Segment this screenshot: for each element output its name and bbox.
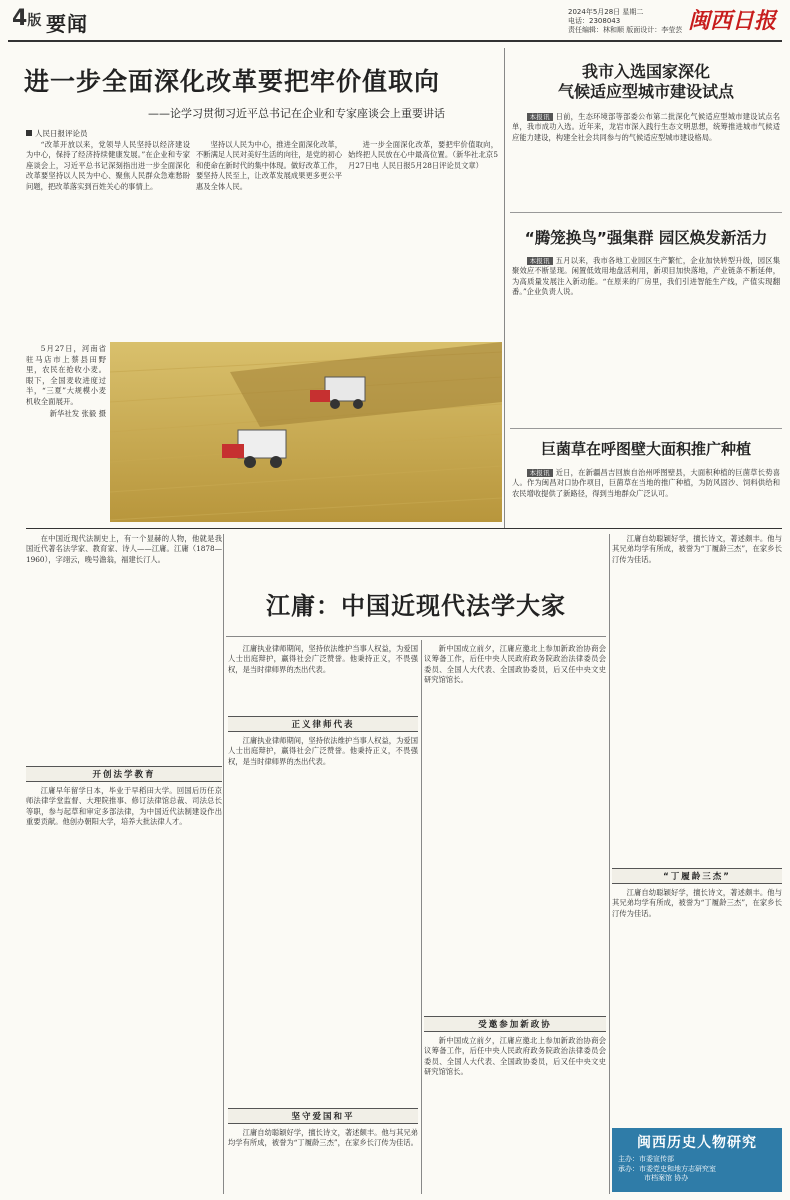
photo-credit: 新华社发 张毅 摄 [49,409,106,418]
feature-col-2a: 江庸执业律师期间，坚持依法维护当事人权益，为爱国人士出庭辩护，赢得社会广泛赞誉。他秉持正义，不畏强权，是当时律师界的杰出代表。 [228,644,418,674]
harvest-photo [110,342,502,522]
column-box-host: 主办：市委宣传部 [618,1155,674,1163]
juncao-title: 巨菌草在呼图壁大面积推广种植 [540,440,751,458]
tenglong-body: 本报讯 五月以来，我市各地工业园区生产繁忙，企业加快转型升级，园区集聚效应不断显现。闲置低效用地盘活利用，新项目加快落地，产业链条不断延伸，为高质量发展注入新动能。“在原来的厂房里，我们引进智能生产线，产值实现翻番。”企业负责人说。 [512,256,780,297]
feature-sub3: 受邀参加新政协 [424,1016,606,1032]
column-box-undertake: 承办：市委党史和地方志研究室 [618,1164,716,1173]
feature-col-2c: 江庸自幼聪颖好学，擅长诗文，著述颇丰。他与其兄弟均学有所成，被誉为“丁履龄三杰”，在家乡长汀传为佳话。 [228,1128,418,1148]
feature-sub4: 坚守爱国和平 [228,1108,418,1124]
column-box-coop: 市档案馆 协办 [644,1174,689,1182]
feature-col-2b: 江庸执业律师期间，坚持依法维护当事人权益，为爱国人士出庭辩护，赢得社会广泛赞誉。他秉持正义，不畏强权，是当时律师界的杰出代表。 [228,736,418,766]
climate-title: 我市入选国家深化 气候适应型城市建设试点 [557,62,734,101]
climate-tag: 本报讯 [527,113,553,121]
lead-col-3: 进一步全面深化改革，要把牢价值取向，始终把人民放在心中最高位置。（新华社北京5月27日电 人民日报5月28日评论员文章） [348,140,498,170]
feature-sub6: “丁履龄三杰” [612,868,782,884]
lead-byline: 人民日报评论员 [26,128,88,139]
phone: 电话：2308043 [568,17,621,25]
juncao-tag: 本报讯 [527,469,553,477]
feature-col-1: 江庸早年留学日本，毕业于早稻田大学。回国后历任京师法律学堂监督、大理院推事、修订法律馆总裁、司法总长等职，参与起草和审定多部法律，为中国近代法制建设作出重要贡献。他创办朝阳大学，培养大批法律人才。 [26,786,222,827]
feature-col-3a: 新中国成立前夕，江庸应邀北上参加新政治协商会议筹备工作，后任中央人民政府政务院政治法律委员会委员、全国人大代表、全国政协委员，后又任中央文史研究馆馆长。 [424,644,606,685]
lead-col-2: 坚持以人民为中心，推进全面深化改革，不断满足人民对美好生活的向往，是党的初心和使命在新时代的集中体现。做好改革工作，要坚持人民至上，让改革发展成果更多更公平惠及全体人民。 [196,140,342,191]
lead-subtitle: ——论学习贯彻习近平总书记在企业和专家座谈会上重要讲话 [148,107,445,120]
climate-body: 本报讯 日前，生态环境部等部委公布第二批深化气候适应型城市建设试点名单，我市成功入选。近年来，龙岩市深入践行生态文明思想，统筹推进城市气候适应能力建设，构建全社会共同参与的气候适应型城市建设格局。 [512,112,780,142]
feature-col-3b: 新中国成立前夕，江庸应邀北上参加新政治协商会议筹备工作，后任中央人民政府政务院政治法律委员会委员、全国人大代表、全国政协委员，后又任中央文史研究馆馆长。 [424,1036,606,1077]
feature-title: 江庸：中国近现代法学大家 [266,591,566,620]
masthead-logo: 闽西日报 [688,8,777,34]
feature-col-4b: 江庸自幼聪颖好学，擅长诗文，著述颇丰。他与其兄弟均学有所成，被誉为“丁履龄三杰”，在家乡长汀传为佳话。 [612,888,782,918]
photo-caption: 5月27日，河南省驻马店市上蔡县田野里，农民在抢收小麦。眼下，全国麦收进度过半，“三夏”大规模小麦机收全面展开。 新华社发 张毅 摄 [26,344,106,418]
feature-col-4a: 江庸自幼聪颖好学，擅长诗文，著述颇丰。他与其兄弟均学有所成，被誉为“丁履龄三杰”，在家乡长汀传为佳话。 [612,534,782,564]
tenglong-title: “腾笼换鸟”强集群 园区焕发新活力 [524,229,768,247]
juncao-body: 本报讯 近日，在新疆昌吉回族自治州呼图壁县，大面积种植的巨菌草长势喜人。作为闽昌对口协作项目，巨菌草在当地的推广种植，为防风固沙、饲料供给和农民增收提供了新路径，得到当地群众广泛认可。 [512,468,780,498]
feature-intro: 在中国近现代法制史上，有一个显赫的人物，他就是我国近代著名法学家、教育家、诗人——江庸。江庸（1878—1960），字翊云，晚号澹翁，福建长汀人。 [26,534,222,564]
lead-col-1: “改革开放以来，党领导人民坚持以经济建设为中心，保持了经济持续健康发展。”在企业和专家座谈会上，习近平总书记深刻指出进一步全面深化改革要坚持以人民为中心、聚焦人民群众急难愁盼问题，把改革落实到百姓关心的事情上。 [26,140,190,191]
page-header [8,6,782,40]
feature-sub2: 正义律师代表 [228,716,418,732]
column-box [612,1128,782,1192]
editors: 责任编辑：林和顺 版面设计：李莹芸 [568,26,683,34]
page-number: 4版 [12,6,42,31]
lead-title: 进一步全面深化改革要把牢价值取向 [24,67,441,96]
section-name: 要闻 [46,12,88,36]
issue-date: 2024年5月28日 星期二 [568,8,644,16]
column-box-title: 闽西历史人物研究 [637,1135,757,1151]
tenglong-tag: 本报讯 [527,257,553,265]
feature-sub1: 开创法学教育 [26,766,222,782]
